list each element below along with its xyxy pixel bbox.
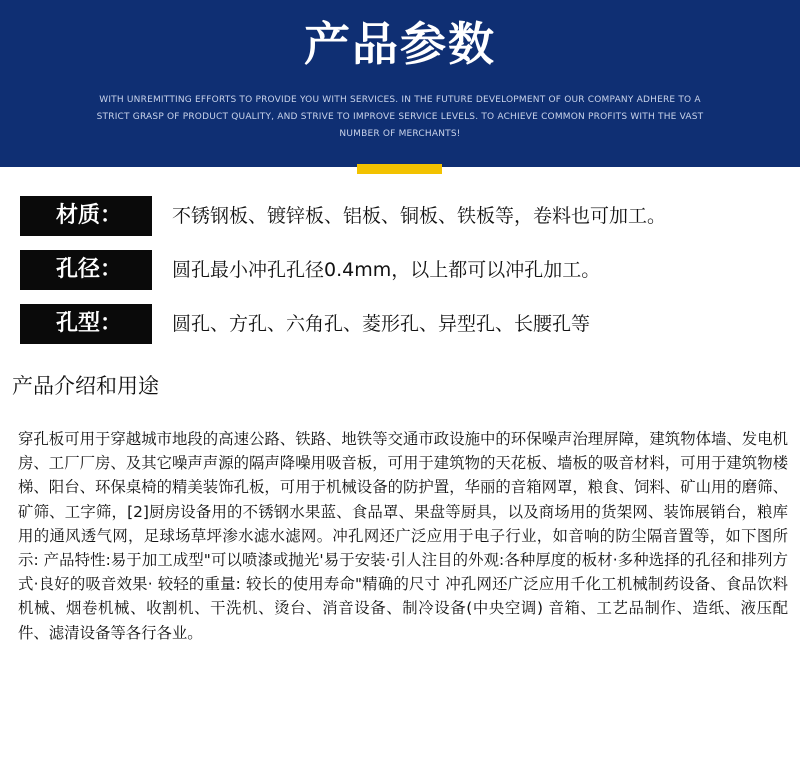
- accent-divider: [357, 164, 442, 174]
- spec-row-material: [0, 196, 800, 236]
- spec-value: 圆孔最小冲孔孔径0.4mm，以上都可以冲孔加工。: [172, 259, 601, 281]
- banner-subtitle: WITH UNREMITTING EFFORTS TO PROVIDE YOU WITH SERVICES. IN THE FUTURE DEVELOPMENT OF OUR COMPANY ADHERE TO A STRICT GRASP OF PRODUCT QUALITY, AND STRIVE TO IMPROVE SERVICE LEVELS. TO ACHIEVE COMMON PROFITS WITH THE VAST NUMBER OF MERCHANTS!: [96, 95, 704, 139]
- spec-value: 圆孔、方孔、六角孔、菱形孔、异型孔、长腰孔等: [172, 313, 591, 335]
- header-banner: [0, 0, 800, 167]
- spec-row-hole-type: [0, 304, 800, 344]
- section-title: 产品介绍和用途: [12, 374, 159, 398]
- spec-label: 孔径：: [20, 250, 152, 290]
- intro-paragraph: 穿孔板可用于穿越城市地段的高速公路、铁路、地铁等交通市政设施中的环保噪声治理屏障，建筑物体墙、发电机房、工厂厂房、及其它噪声声源的隔声降噪用吸音板，可用于建筑物的天花板、墙板的吸音材料，可用于建筑物楼梯、阳台、环保桌椅的精美装饰孔板，可用于机械设备的防护置，华丽的音箱网罩，粮食、饲料、矿山用的磨筛、矿筛、工字筛，[2]厨房设备用的不锈钢水果蓝、食品罩、果盘等厨具，以及商场用的货架网、装饰展销台，粮库用的通风透气网，足球场草坪渗水滤水滤网。冲孔网还广泛应用于电子行业，如音响的防尘隔音置等，如下图所示: 产品特性:易于加工成型"可以喷漆或抛光'易于安装·引人注目的外观:各种厚度的板材·多种选择的孔径和排列方式·良好的吸音效果· 较轻的重量: 较长的使用寿命"精确的尺寸 冲孔网还广泛应用千化工机械制药设备、食品饮料机械、烟卷机械、收割机、干洗机、烫台、消音设备、制冷设备(中央空调) 音箱、工艺品制作、造纸、液压配件、滤清设备等各行各业。: [18, 430, 788, 642]
- spec-value: 不锈钢板、镀锌板、铝板、铜板、铁板等，卷料也可加工。: [172, 205, 667, 227]
- spec-label: 孔型：: [20, 304, 152, 344]
- page-title: 产品参数: [304, 17, 496, 71]
- spec-label: 材质：: [20, 196, 152, 236]
- spec-row-aperture: [0, 250, 800, 290]
